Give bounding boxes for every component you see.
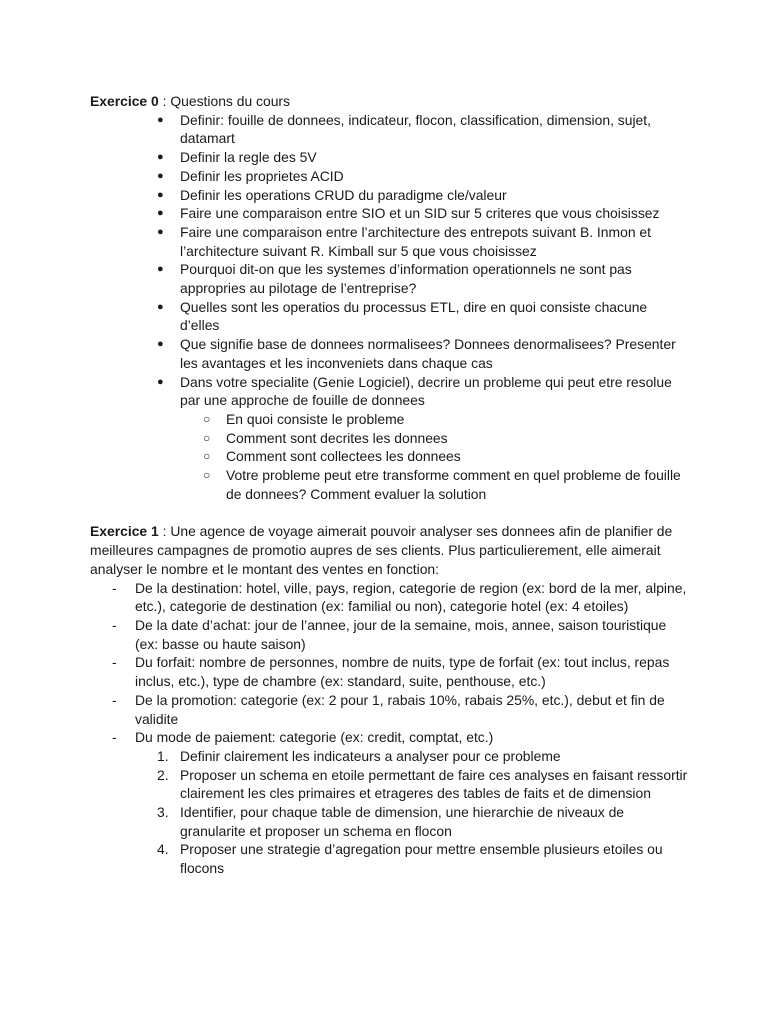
question-text: Faire une comparaison entre l’architecture des entrepots suivant B. Inmon et l’architecture suivant R. Kimball sur 5 que vous choisissez <box>180 223 651 259</box>
bullet-icon: ● <box>157 169 164 182</box>
list-item <box>90 186 690 205</box>
dash-bullet-icon: - <box>112 654 117 671</box>
bullet-icon: ● <box>157 151 164 164</box>
item-number: 4. <box>157 841 169 858</box>
list-item <box>90 691 690 728</box>
sub-question-text: Votre probleme peut etre transforme comment en quel probleme de fouille de donnees? Comment evaluer la solution <box>226 467 681 502</box>
exercise-0-heading <box>90 92 690 111</box>
question-text: Proposer une strategie d’agregation pour mettre ensemble plusieurs etoiles ou flocons <box>180 841 663 877</box>
list-item <box>90 616 690 653</box>
list-item <box>90 335 690 372</box>
item-number: 2. <box>157 766 169 783</box>
bullet-icon: ● <box>157 188 164 201</box>
sub-question-text: En quoi consiste le probleme <box>226 410 405 427</box>
exercise-1-title: Exercice 1 <box>90 523 159 540</box>
exercise-1-question-list <box>135 747 690 878</box>
item-number: 1. <box>157 747 169 764</box>
sub-question-text: Comment sont collectees les donnees <box>226 448 461 465</box>
question-text: Definir la regle des 5V <box>180 149 317 166</box>
question-text: Identifier, pour chaque table de dimension, une hierarchie de niveaux de granularite et proposer un schema en flocon <box>180 804 625 839</box>
list-item <box>90 447 690 466</box>
list-item <box>90 766 690 803</box>
exercise-0-title: Exercice 0 <box>90 93 159 109</box>
question-text: Definir clairement les indicateurs a analyser pour ce probleme <box>180 747 561 764</box>
exercise-0-subtitle: : Questions du cours <box>158 93 291 109</box>
circle-bullet-icon: ○ <box>203 449 211 464</box>
list-item <box>90 653 690 690</box>
list-item <box>90 579 690 616</box>
list-item <box>90 466 690 503</box>
list-item <box>90 429 690 448</box>
exercise-1-intro: : Une agence de voyage aimerait pouvoir analyser ses donnees afin de planifier de meilleures campagnes de promotio aupres de ses clients. Plus particulierement, elle aimerait analyser le nombre et le montant des ventes en fonction: <box>90 523 673 577</box>
dash-bullet-icon: - <box>112 616 117 633</box>
list-item <box>90 410 690 429</box>
bullet-icon: ● <box>157 300 164 313</box>
list-item <box>90 840 690 877</box>
bullet-icon: ● <box>157 338 164 351</box>
bullet-icon: ● <box>157 263 164 276</box>
dimension-text: De la promotion: categorie (ex: 2 pour 1, rabais 10%, rabais 25%, etc.), debut et fin de validite <box>135 691 665 727</box>
dash-bullet-icon: - <box>112 729 117 746</box>
list-item <box>90 204 690 223</box>
section-spacer <box>90 503 690 522</box>
sub-question-text: Comment sont decrites les donnees <box>226 429 448 446</box>
list-item <box>90 803 690 840</box>
question-text: Proposer un schema en etoile permettant de faire ces analyses en faisant ressortir clairement les cles primaires et etrageres des tables de faits et de dimension <box>180 766 688 802</box>
question-text: Definir: fouille de donnees, indicateur, flocon, classification, dimension, sujet, datamart <box>180 111 651 147</box>
item-number: 3. <box>157 804 169 821</box>
bullet-icon: ● <box>157 207 164 220</box>
dash-bullet-icon: - <box>112 691 117 708</box>
question-text: Quelles sont les operatios du processus ETL, dire en quoi consiste chacune d’elles <box>180 298 648 334</box>
bullet-icon: ● <box>157 375 164 388</box>
question-text: Definir les operations CRUD du paradigme cle/valeur <box>180 186 507 203</box>
list-item <box>90 298 690 335</box>
exercise-1-dimension-list <box>90 579 690 878</box>
question-text: Que signifie base de donnees normalisees? Donnees denormalisees? Presenter les avantages et les inconveniets dans chaque cas <box>180 336 676 371</box>
list-item <box>90 747 690 766</box>
list-item <box>90 111 690 148</box>
exercise-0-question-list <box>90 111 690 504</box>
list-item <box>90 167 690 186</box>
dimension-text: De la date d’achat: jour de l’annee, jour de la semaine, mois, annee, saison touristique (ex: basse ou haute saison) <box>135 616 667 652</box>
dimension-text: Du forfait: nombre de personnes, nombre de nuits, type de forfait (ex: tout inclus, repas inclus, etc.), type de chambre (ex: standard, suite, penthouse, etc.) <box>135 654 670 690</box>
bullet-icon: ● <box>157 225 164 238</box>
question-text: Definir les proprietes ACID <box>180 167 344 184</box>
exercise-1-heading <box>90 522 690 578</box>
list-item <box>90 260 690 297</box>
list-item <box>90 223 690 260</box>
question-text: Faire une comparaison entre SIO et un SID sur 5 criteres que vous choisissez <box>180 205 660 222</box>
circle-bullet-icon: ○ <box>203 411 211 426</box>
sub-question-list <box>180 410 690 504</box>
question-text: Pourquoi dit-on que les systemes d’information operationnels ne sont pas appropries au pilotage de l’entreprise? <box>180 261 632 297</box>
list-item <box>90 728 690 878</box>
bullet-icon: ● <box>157 113 164 126</box>
list-item <box>90 148 690 167</box>
circle-bullet-icon: ○ <box>203 468 211 483</box>
dash-bullet-icon: - <box>112 579 117 596</box>
circle-bullet-icon: ○ <box>203 430 211 445</box>
dimension-text: Du mode de paiement: categorie (ex: credit, comptat, etc.) <box>135 729 494 746</box>
dimension-text: De la destination: hotel, ville, pays, region, categorie de region (ex: bord de la mer, alpine, etc.), categorie de destination (ex: familial ou non), categorie hotel (ex: 4 etoiles) <box>135 579 687 615</box>
list-item <box>90 373 690 504</box>
question-text: Dans votre specialite (Genie Logiciel), decrire un probleme qui peut etre resolue par une approche de fouille de donnees <box>180 373 672 409</box>
document-page <box>90 92 690 878</box>
